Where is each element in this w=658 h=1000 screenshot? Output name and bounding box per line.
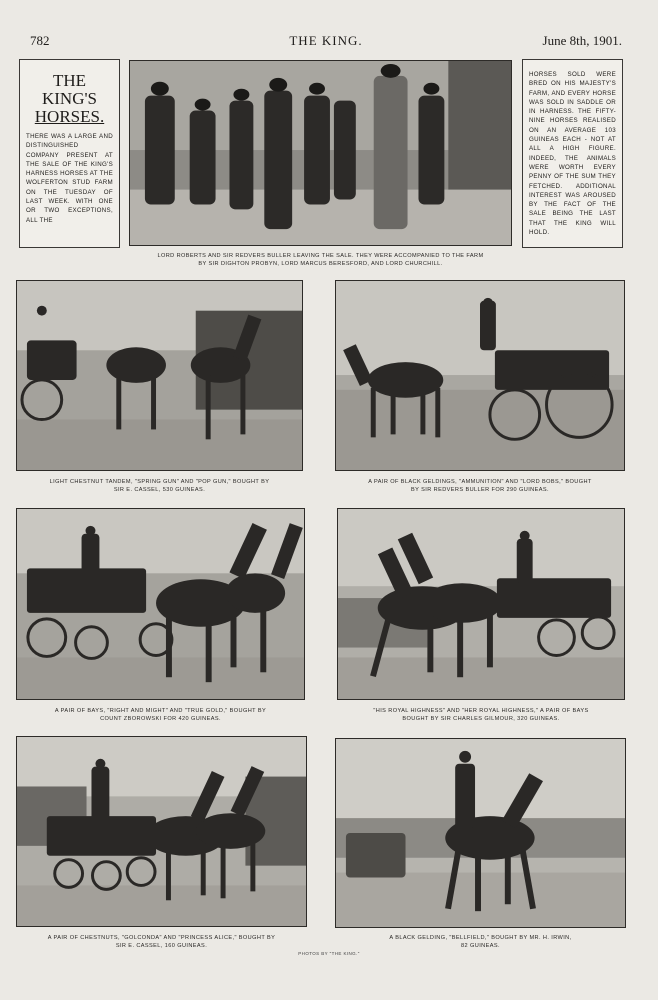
article-intro-box — [19, 59, 120, 248]
caption-line: "HIS ROYAL HIGHNESS" AND "HER ROYAL HIGHNESS," A PAIR OF BAYS — [373, 708, 589, 714]
title-line-2: KING'S — [41, 89, 97, 108]
title-line-1: THE — [52, 71, 87, 90]
caption-chestnut-tandem — [16, 478, 303, 494]
article-text-left: THERE WAS A LARGE AND DISTINGUISHED COMPANY PRESENT AT THE SALE OF THE KING'S HARNESS HORSES AT THE WOLFERTON STUD FARM ON THE TUESDAY OF LAST WEEK. WITH ONE OR TWO EXCEPTIONS, ALL THE — [26, 133, 113, 224]
title-line-3: HORSES. — [34, 107, 105, 126]
caption-line: BY SIR REDVERS BULLER FOR 290 GUINEAS. — [411, 487, 549, 493]
photo-credit: PHOTOS BY "THE KING." — [298, 951, 360, 956]
photo-pair-of-bays — [16, 508, 305, 700]
caption-line: LIGHT CHESTNUT TANDEM, "SPRING GUN" AND "POP GUN," BOUGHT BY — [49, 479, 270, 485]
caption-pair-of-bays — [16, 707, 305, 723]
caption-line: BY SIR DIGHTON PROBYN, LORD MARCUS BERESFORD, AND LORD CHURCHILL. — [198, 261, 443, 267]
photo-black-geldings — [335, 280, 625, 471]
article-text-right: HORSES SOLD WERE BRED ON HIS MAJESTY'S FARM, AND EVERY HORSE WAS SOLD IN SADDLE OR IN HARNESS. THE FIFTY-NINE HORSES REALISED ON AN AVERAGE 103 GUINEAS EACH - NOT AT ALL A HIGH FIGURE. INDEED, THE ANIMALS WERE WORTH EVERY PENNY OF THE SUM THEY FETCHED. ADDITIONAL INTEREST WAS AROUSED BY THE FACT OF THE SALE BEING THE LAST THAT THE KING WILL HOLD. — [529, 71, 616, 237]
caption-line: BOUGHT BY SIR CHARLES GILMOUR, 320 GUINEAS. — [402, 716, 560, 722]
page-header — [30, 33, 622, 49]
caption-line: A PAIR OF CHESTNUTS, "GOLCONDA" AND "PRINCESS ALICE," BOUGHT BY — [47, 935, 276, 941]
photo-royal-highness — [337, 508, 625, 700]
article-continued-box — [522, 59, 623, 248]
caption-line: 82 GUINEAS. — [461, 943, 500, 949]
caption-black-geldings — [335, 478, 625, 494]
caption-line: SIR E. CASSEL, 530 GUINEAS. — [113, 487, 206, 493]
photo-chestnut-tandem — [16, 280, 303, 471]
caption-line: A BLACK GELDING, "BELLFIELD," BOUGHT BY MR. H. IRWIN, — [389, 935, 572, 941]
photo-black-gelding — [335, 738, 626, 928]
caption-line: A PAIR OF BAYS, "RIGHT AND MIGHT" AND "TRUE GOLD," BOUGHT BY — [54, 708, 267, 714]
caption-royal-highness — [337, 707, 625, 723]
caption-leaving-sale — [129, 252, 512, 268]
issue-date: June 8th, 1901. — [542, 33, 622, 48]
caption-line: SIR E. CASSEL, 160 GUINEAS. — [115, 943, 208, 949]
photo-leaving-sale — [129, 60, 512, 246]
caption-line: LORD ROBERTS AND SIR REDVERS BULLER LEAVING THE SALE. THEY WERE ACCOMPANIED TO THE FARM — [157, 253, 484, 259]
caption-line: A PAIR OF BLACK GELDINGS, "AMMUNITION" AND "LORD BOBS," BOUGHT — [368, 479, 592, 485]
page-number: 782 — [30, 33, 50, 48]
caption-black-gelding — [335, 934, 626, 950]
publication-name: THE KING. — [289, 33, 363, 48]
photo-pair-of-chestnuts — [16, 736, 307, 927]
caption-line: COUNT ZBOROWSKI FOR 420 GUINEAS. — [100, 716, 221, 722]
article-title — [26, 72, 113, 126]
caption-pair-of-chestnuts — [16, 934, 307, 950]
